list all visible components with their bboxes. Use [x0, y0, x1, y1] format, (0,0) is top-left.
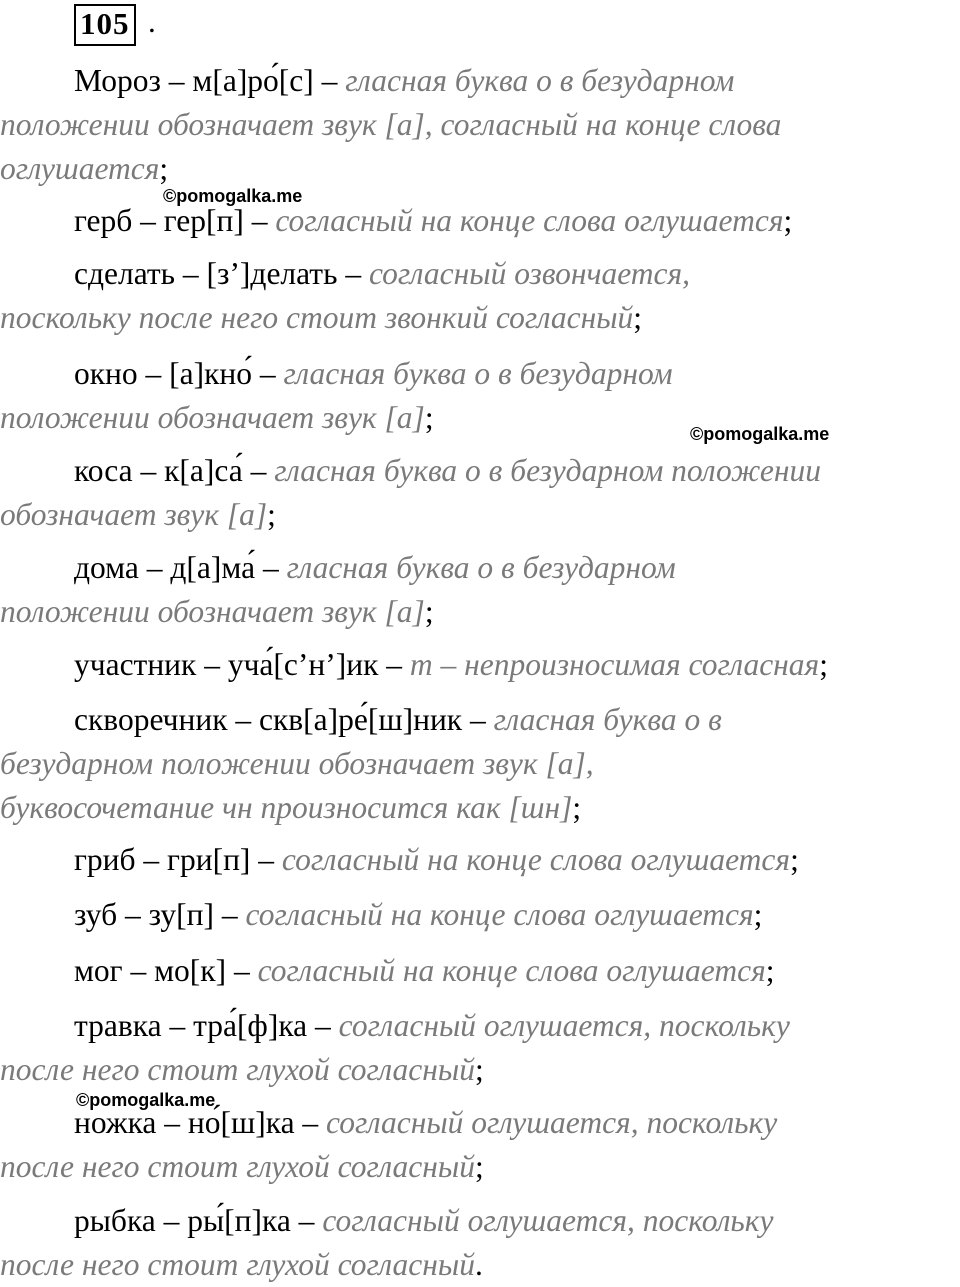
entry-explanation-cont: оглушается [0, 151, 160, 186]
entry-term: окно – [а]кно́ – [74, 356, 284, 391]
entry-term: скворечник – скв[а]ре́[ш]ник – [74, 702, 494, 737]
entry-punctuation: ; [753, 897, 763, 932]
entry-explanation: гласная буква о в безударном [345, 63, 735, 98]
entry-term: Мороз – м[а]ро́[с] – [74, 63, 346, 98]
entry-rybka [0, 1199, 960, 1287]
entry-punctuation: ; [790, 842, 799, 877]
entry-nozhka [0, 1101, 960, 1189]
entry-term: дома – д[а]ма́ – [74, 550, 287, 585]
entry-punctuation: ; [424, 594, 434, 629]
entry-explanation-cont: после него стоит глухой согласный [0, 1052, 475, 1087]
entry-sdelat [0, 252, 960, 340]
entry-explanation: гласная буква о в [493, 702, 722, 737]
entry-explanation: согласный озвончается, [368, 256, 691, 291]
watermark: ©pomogalka.me [690, 424, 830, 444]
entry-explanation: согласный на конце слова оглушается [257, 953, 766, 988]
entry-punctuation: ; [819, 647, 828, 682]
entry-term: зуб – зу[п] – [74, 897, 246, 932]
entry-punctuation: ; [267, 497, 276, 532]
entry-kosa [0, 449, 960, 537]
entry-punctuation: ; [159, 151, 169, 186]
entry-explanation: гласная буква о в безударном [283, 356, 673, 391]
entry-explanation: согласный оглушается, поскольку [326, 1105, 778, 1140]
entry-term: травка – тра́[ф]ка – [74, 1008, 339, 1043]
entry-term: мог – мо[к] – [74, 953, 258, 988]
entry-zub [0, 893, 960, 937]
entry-explanation: согласный на конце слова оглушается [245, 897, 754, 932]
entry-explanation: т – непроизносимая согласная [409, 647, 820, 682]
entry-explanation-cont: положении обозначает звук [а] [0, 400, 425, 435]
entry-explanation-cont: обозначает звук [а] [0, 497, 268, 532]
entry-travka [0, 1004, 960, 1092]
entry-skvorechnik [0, 698, 960, 830]
entry-term: герб – гер[п] – [74, 203, 276, 238]
entry-term: рыбка – ры́[п]ка – [74, 1203, 323, 1238]
entry-doma [0, 546, 960, 634]
entry-punctuation: ; [783, 203, 793, 238]
entry-punctuation: ; [474, 1149, 484, 1184]
entry-punctuation: ; [765, 953, 775, 988]
entry-explanation: согласный оглушается, поскольку [322, 1203, 774, 1238]
entry-explanation-cont: поскольку после него стоит звонкий согласный [0, 300, 634, 335]
entry-punctuation: ; [424, 400, 434, 435]
entry-punctuation: ; [572, 790, 582, 825]
entry-explanation: гласная буква о в безударном положении [274, 453, 821, 488]
entry-grib [0, 838, 960, 882]
entry-punctuation: ; [633, 300, 643, 335]
entry-mog [0, 949, 960, 993]
entry-explanation-cont: положении обозначает звук [а] [0, 594, 425, 629]
entry-explanation: гласная буква о в безударном [286, 550, 676, 585]
exercise-number: 105 [74, 4, 136, 46]
entry-explanation-cont: безударном положении обозначает звук [а], [0, 746, 594, 781]
entry-uchastnik [0, 643, 960, 687]
entry-term: ножка – но́[ш]ка – [74, 1105, 327, 1140]
entry-explanation-cont: после него стоит глухой согласный [0, 1149, 475, 1184]
entry-term: сделать – [з’]делать – [74, 256, 369, 291]
entry-punctuation: . [474, 1247, 483, 1282]
entry-term: участник – уча́[с’н’]ик – [74, 647, 410, 682]
entry-explanation-cont: положении обозначает звук [а], согласный на конце слова [0, 107, 782, 142]
entry-moroz [0, 59, 960, 191]
watermark: ©pomogalka.me [163, 186, 303, 206]
entry-explanation-cont: буквосочетание чн произносится как [шн] [0, 790, 573, 825]
entry-punctuation: ; [474, 1052, 484, 1087]
entry-explanation: согласный на конце слова оглушается [275, 203, 784, 238]
entry-explanation: согласный на конце слова оглушается [281, 842, 791, 877]
entry-term: коса – к[а]са́ – [74, 453, 275, 488]
entry-term: гриб – гри[п] – [74, 842, 282, 877]
exercise-number-dot: . [148, 4, 156, 39]
entry-gerb [0, 199, 960, 243]
entry-explanation: согласный оглушается, поскольку [338, 1008, 790, 1043]
watermark: ©pomogalka.me [76, 1090, 216, 1110]
entry-explanation-cont: после него стоит глухой согласный [0, 1247, 475, 1282]
